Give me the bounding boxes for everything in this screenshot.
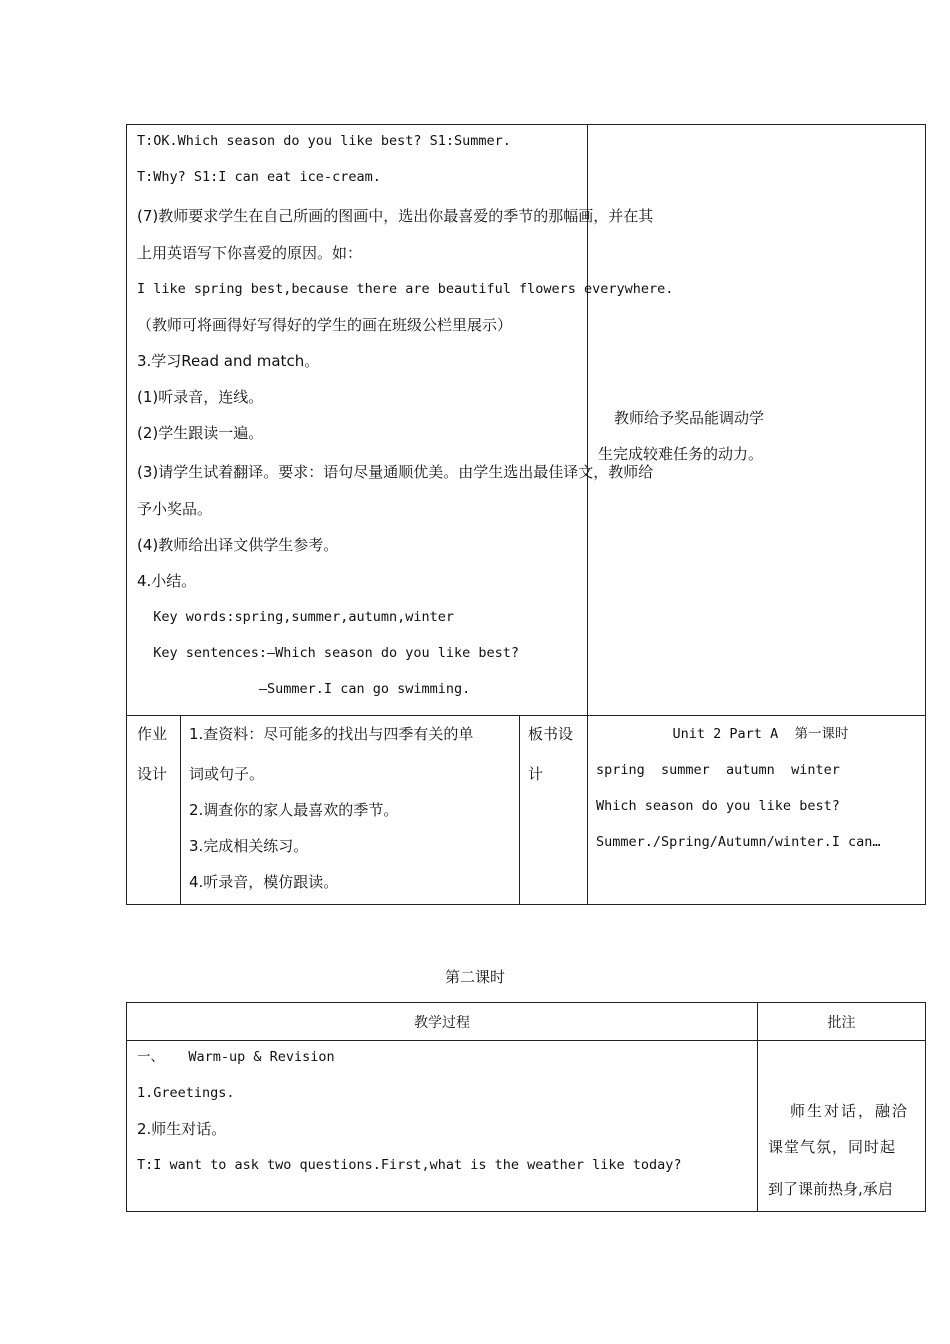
text-line: Key sentences:—Which season do you like best? [137, 645, 520, 661]
text-line: I like spring best,because there are beautiful flowers everywhere. [137, 281, 674, 297]
header-process: 教学过程 [127, 1003, 758, 1041]
homework-line: 2.调查你的家人最喜欢的季节。 [189, 801, 399, 819]
text-line: 上用英语写下你喜爱的原因。如： [137, 244, 363, 262]
process-cell [127, 1041, 758, 1212]
lesson-plan-table [126, 124, 926, 905]
text-line: 一、 Warm-up & Revision [137, 1049, 335, 1065]
homework-line: 4.听录音，模仿跟读。 [189, 873, 339, 891]
process-cell [127, 125, 674, 716]
board-line: Which season do you like best? [596, 798, 840, 814]
board-label-cell [520, 716, 588, 905]
second-lesson-table [126, 1002, 926, 1212]
board-label: 计 [528, 765, 544, 783]
text-line: (4)教师给出译文供学生参考。 [137, 536, 339, 554]
homework-line: 词或句子。 [189, 765, 265, 783]
board-title: Unit 2 Part A 第一课时 [672, 726, 849, 742]
note-line: 到了课前热身,承启 [768, 1180, 893, 1198]
header-note: 批注 [758, 1003, 926, 1041]
section-title: 第二课时 [444, 968, 505, 986]
text-line: （教师可将画得好写得好的学生的画在班级公栏里展示） [137, 316, 513, 334]
note-line: 生完成较难任务的动力。 [598, 445, 764, 463]
board-label: 板书设 [528, 725, 574, 743]
text-line: 4.小结。 [137, 572, 197, 590]
board-line: spring summer autumn winter [596, 762, 840, 778]
text-line: 1.Greetings. [137, 1085, 235, 1101]
homework-label: 设计 [137, 765, 168, 783]
note-cell [758, 1041, 926, 1212]
homework-line: 1.查资料：尽可能多的找出与四季有关的单 [189, 725, 474, 743]
text-line: 3.学习Read and match。 [137, 352, 320, 370]
text-line: 2.师生对话。 [137, 1120, 227, 1138]
note-line: 教师给予奖品能调动学 [614, 409, 765, 427]
text-line: T:I want to ask two questions.First,what is the weather like today? [137, 1157, 682, 1173]
text-line: —Summer.I can go swimming. [137, 681, 471, 697]
homework-line: 3.完成相关练习。 [189, 837, 309, 855]
text-line: (1)听录音，连线。 [137, 388, 264, 406]
text-line: (2)学生跟读一遍。 [137, 424, 264, 442]
text-line: T:OK.Which season do you like best? S1:Summer. [137, 133, 511, 149]
homework-label: 作业 [137, 725, 168, 743]
text-line: 予小奖品。 [137, 500, 213, 518]
text-line: (7)教师要求学生在自己所画的图画中，选出你最喜爱的季节的那幅画，并在其 [137, 207, 654, 225]
text-line: T:Why? S1:I can eat ice-cream. [137, 169, 381, 185]
homework-label-cell [127, 716, 181, 905]
note-line: 师生对话，融洽 [790, 1102, 910, 1120]
text-line: (3)请学生试着翻译。要求：语句尽量通顺优美。由学生选出最佳译文，教师给 [137, 463, 654, 481]
text-line: Key words:spring,summer,autumn,winter [137, 609, 454, 625]
board-cell [588, 716, 926, 905]
homework-cell [181, 716, 520, 905]
board-line: Summer./Spring/Autumn/winter.I can… [596, 834, 881, 850]
note-line: 课堂气氛，同时起 [768, 1138, 897, 1156]
